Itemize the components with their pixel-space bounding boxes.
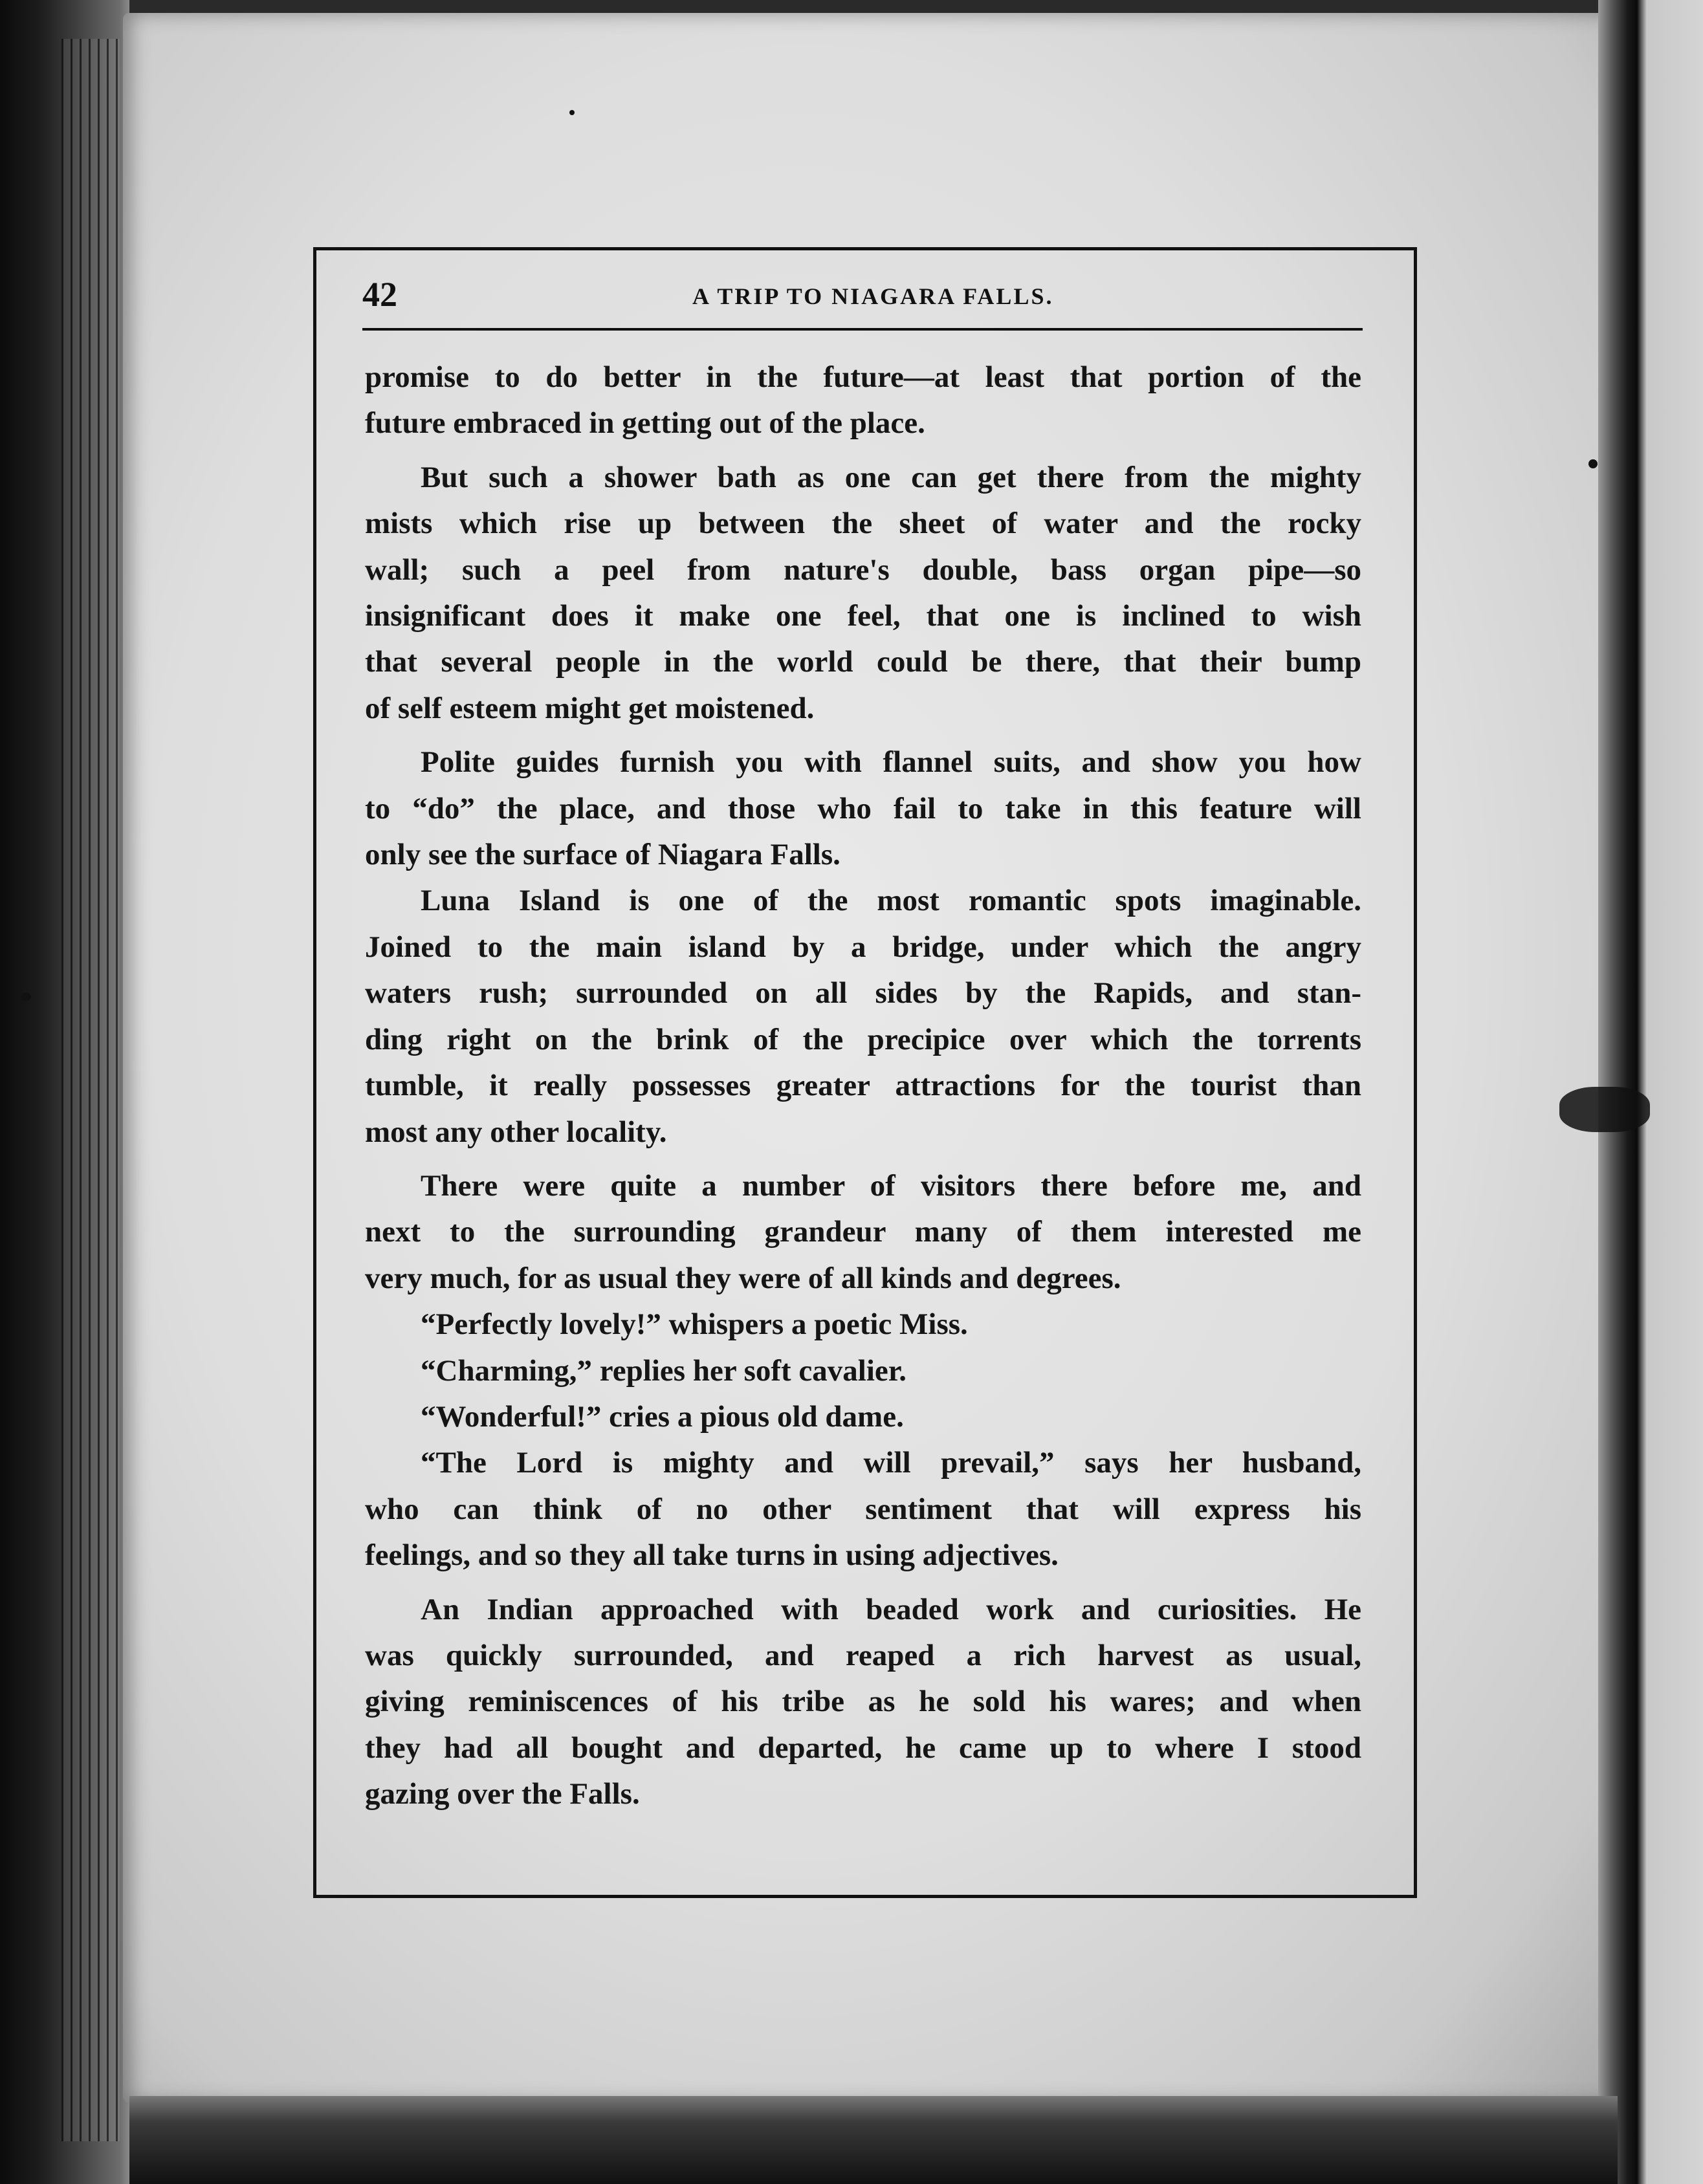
page-header <box>362 272 1363 323</box>
body-text <box>365 355 1361 1818</box>
text-line: Joined to the main island by a bridge, under which the angry <box>365 930 1361 964</box>
text-line: But such a shower bath as one can get there from the mighty <box>421 460 1361 494</box>
scan-speck <box>569 110 575 115</box>
bottom-shadow <box>129 2096 1618 2184</box>
text-line: “Perfectly lovely!” whispers a poetic Miss. <box>421 1307 968 1342</box>
text-line: “Wonderful!” cries a pious old dame. <box>421 1399 904 1434</box>
text-line: Luna Island is one of the most romantic spots imaginable. <box>421 884 1361 918</box>
text-line: giving reminiscences of his tribe as he sold his wares; and when <box>365 1685 1361 1719</box>
text-line: that several people in the world could be there, that their bump <box>365 645 1361 679</box>
text-line: was quickly surrounded, and reaped a rich harvest as usual, <box>365 1638 1361 1672</box>
text-line: to “do” the place, and those who fail to take in this feature will <box>365 791 1361 825</box>
text-line: An Indian approached with beaded work and curiosities. He <box>421 1592 1361 1626</box>
text-line: next to the surrounding grandeur many of them interested me <box>365 1215 1361 1249</box>
text-line: of self esteem might get moistened. <box>365 691 815 725</box>
scan-speck <box>1588 459 1598 468</box>
text-line: wall; such a peel from nature's double, bass organ pipe—so <box>365 552 1361 587</box>
page-number: 42 <box>362 275 397 314</box>
text-line: mists which rise up between the sheet of water and the rocky <box>365 507 1361 541</box>
text-line: waters rush; surrounded on all sides by the Rapids, and stan- <box>365 976 1361 1010</box>
text-line: they had all bought and departed, he came up to where I stood <box>365 1731 1361 1765</box>
running-head: A TRIP TO NIAGARA FALLS. <box>692 283 1054 309</box>
text-line: only see the surface of Niagara Falls. <box>365 838 841 872</box>
text-line: future embraced in getting out of the place. <box>365 406 925 441</box>
text-line: who can think of no other sentiment that will express his <box>365 1492 1361 1526</box>
text-line: insignificant does it make one feel, that one is inclined to wish <box>365 599 1361 633</box>
text-line: “The Lord is mighty and will prevail,” says her husband, <box>421 1446 1361 1480</box>
scan-smudge <box>1559 1087 1650 1132</box>
text-line: promise to do better in the future—at least that portion of the <box>365 360 1361 394</box>
scan-speck <box>21 993 31 1001</box>
text-line: very much, for as usual they were of all kinds and degrees. <box>365 1261 1121 1295</box>
text-line: There were quite a number of visitors there before me, and <box>421 1168 1361 1203</box>
text-line: “Charming,” replies her soft cavalier. <box>421 1353 907 1388</box>
header-rule <box>362 328 1363 331</box>
text-line: feelings, and so they all take turns in using adjectives. <box>365 1538 1059 1573</box>
page-edges <box>61 39 120 2141</box>
text-line: Polite guides furnish you with flannel suits, and show you how <box>421 745 1361 780</box>
text-line: ding right on the brink of the precipice over which the torrents <box>365 1022 1361 1056</box>
text-line: gazing over the Falls. <box>365 1777 640 1811</box>
text-line: tumble, it really possesses greater attractions for the tourist than <box>365 1069 1361 1103</box>
text-line: most any other locality. <box>365 1115 667 1149</box>
